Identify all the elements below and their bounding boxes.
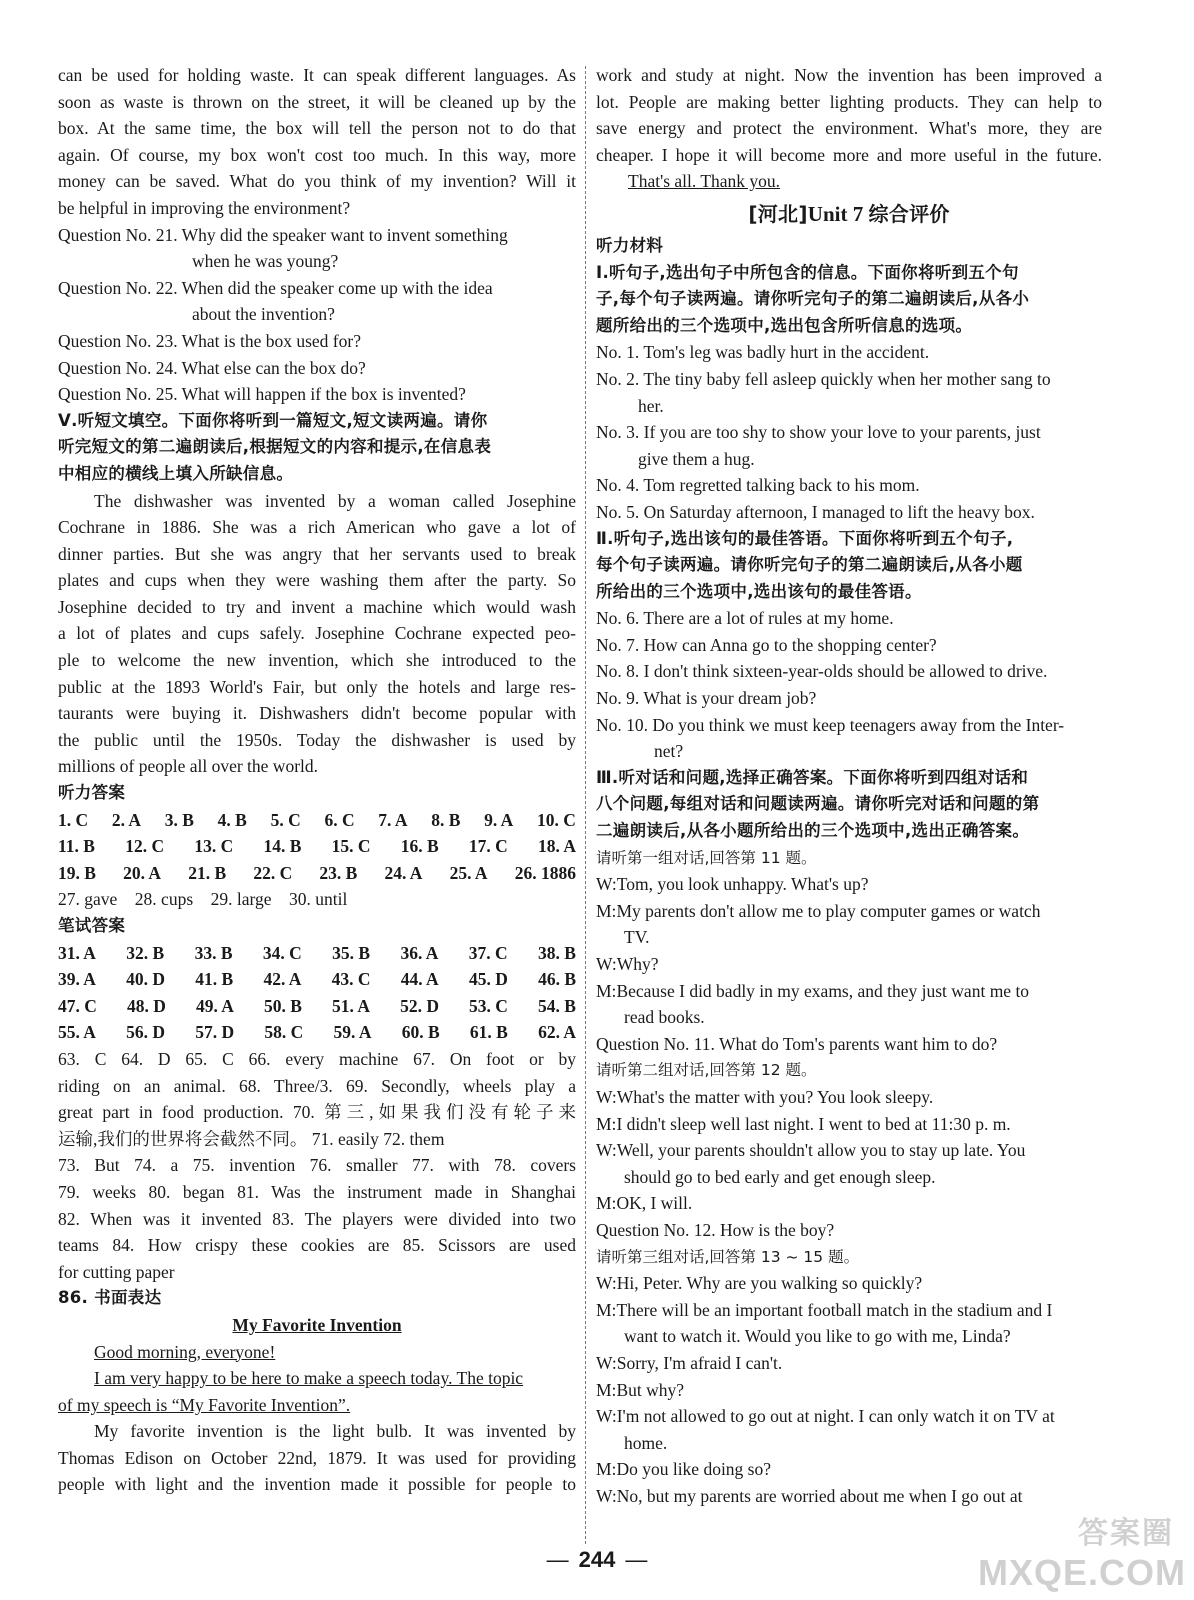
group-1-title: 请听第一组对话,回答第 11 题。 <box>596 848 817 867</box>
sentence-5 <box>596 499 1102 526</box>
question-21 <box>58 222 576 249</box>
text-line: be helpful in improving the environment? <box>58 197 351 218</box>
sentence-10-cont: net? <box>654 741 684 762</box>
unit-title <box>596 197 1102 231</box>
section-2-instruction: Ⅱ.听句子,选出该句的最佳答语。下面你将听到五个句子, <box>596 528 1014 548</box>
passage-line: dinner parties. But she was angry that her servants used to break <box>58 543 576 564</box>
dialogue-text: My parents don't allow me to play computer games or watch <box>616 900 1041 921</box>
dialogue-text: Why? <box>616 954 659 974</box>
question-label: Question No. 23. <box>58 330 178 351</box>
text-line: money can be saved. What do you think of my invention? Will it <box>58 171 576 192</box>
answer: 60. B <box>401 1022 440 1043</box>
question-text: What will happen if the box is invented? <box>181 384 466 405</box>
answer: 11. B <box>58 836 95 857</box>
answer-row <box>58 860 576 887</box>
sentence-label: No. 1. <box>596 342 640 363</box>
answer: 41. B <box>195 969 234 990</box>
written-answers-title: 笔试答案 <box>58 916 126 935</box>
dialogue-text: Tom, you look unhappy. What's up? <box>616 874 869 895</box>
right-column <box>596 62 1102 1509</box>
answer-row <box>58 940 576 967</box>
sentence-label: No. 8. <box>596 661 640 682</box>
sentence-text: How can Anna go to the shopping center? <box>643 634 937 655</box>
sentence-9 <box>596 685 1102 712</box>
dialogue-line <box>596 951 1102 978</box>
speaker: M: <box>596 980 617 1001</box>
answer: 27. gave <box>58 889 118 910</box>
sentence-text: Do you think we must keep teenagers away from the Inter- <box>652 714 1065 735</box>
unit-label: Unit 7 <box>807 201 864 226</box>
dialogue-line <box>596 1403 1102 1430</box>
answer: 18. A <box>538 836 576 857</box>
dialogue-line <box>596 1137 1102 1164</box>
page-number-dash: — <box>546 1547 569 1572</box>
sentence-label: No. 3. <box>596 422 640 443</box>
dialogue-text: No, but my parents are worried about me when I go out at <box>616 1485 1023 1506</box>
dialogue-cont: home. <box>624 1432 668 1453</box>
answer-line: great part in food production. 70. 第三,如果我们没有轮子来 <box>58 1102 576 1123</box>
answer: 1. C <box>58 809 89 830</box>
text-line: soon as waste is thrown on the street, it will be cleaned up by the <box>58 91 576 112</box>
region-tag: [河北] <box>748 201 808 226</box>
question-22-cont: about the invention? <box>192 304 335 325</box>
answer: 10. C <box>537 809 576 830</box>
answer: 13. C <box>194 836 234 857</box>
essay-line: lot. People are making better lighting products. They can help to <box>596 91 1102 112</box>
listening-answers-title: 听力答案 <box>58 783 126 803</box>
sentence-8 <box>596 658 1102 685</box>
answer: 47. C <box>58 995 97 1016</box>
answer: 3. B <box>164 809 194 830</box>
answer-line: 运输,我们的世界将会截然不同。 71. easily 72. them <box>58 1128 445 1149</box>
answer: 17. C <box>468 836 508 857</box>
dialogue-text: OK, I will. <box>616 1193 693 1214</box>
passage-line: Cochrane in 1886. She was a rich American who gave a lot of <box>58 517 576 538</box>
answer: 30. until <box>289 889 348 910</box>
answer: 38. B <box>537 942 576 963</box>
answer: 51. A <box>332 995 370 1016</box>
text-line: can be used for holding waste. It can speak different languages. As <box>58 65 576 85</box>
sentence-7 <box>596 632 1102 659</box>
question-text: What else can the box do? <box>181 357 366 378</box>
text-line: box. At the same time, the box will tell the person not to do that <box>58 118 576 139</box>
question-label: Question No. 12. <box>596 1219 716 1240</box>
essay-line: Thomas Edison on October 22nd, 1879. It was used for providing <box>58 1447 576 1468</box>
answer: 46. B <box>538 969 576 990</box>
answer: 19. B <box>58 862 96 883</box>
left-column <box>58 62 576 1498</box>
answer: 29. large <box>210 889 272 910</box>
sentence-1 <box>596 339 1102 366</box>
sentence-label: No. 5. <box>596 501 640 522</box>
answer: 15. C <box>331 836 371 857</box>
speaker: W: <box>596 874 617 895</box>
question-24 <box>58 355 576 382</box>
dialogue-cont: want to watch it. Would you like to go with me, Linda? <box>624 1326 1011 1347</box>
sentence-2-cont: her. <box>638 395 664 416</box>
sentence-3 <box>596 419 1102 446</box>
sentence-3-cont: give them a hug. <box>638 448 755 469</box>
answer: 45. D <box>468 969 508 990</box>
answer: 31. A <box>58 942 96 963</box>
sentence-text: The tiny baby fell asleep quickly when her mother sang to <box>643 368 1051 389</box>
answer: 42. A <box>263 969 302 990</box>
question-label: Question No. 11. <box>596 1033 715 1054</box>
answer: 25. A <box>449 862 488 883</box>
essay-line: of my speech is “My Favorite Invention”. <box>58 1394 351 1415</box>
section-1-instruction: 子,每个句子读两遍。请你听完句子的第二遍朗读后,从各小 <box>596 289 1030 309</box>
dialogue-cont: should go to bed early and get enough sleep. <box>624 1166 936 1187</box>
section-3-instruction: 八个问题,每组对话和问题读两遍。请你听完对话和问题的第 <box>596 794 1040 814</box>
sentence-label: No. 4. <box>596 475 640 496</box>
question-21-cont: when he was young? <box>192 251 339 272</box>
question-12 <box>596 1217 1102 1244</box>
passage-line: plates and cups when they were washing them after the party. So <box>58 570 576 591</box>
dialogue-line <box>596 1084 1102 1111</box>
answer: 14. B <box>263 836 302 857</box>
dialogue-line <box>596 978 1102 1005</box>
speaker: M: <box>596 1193 617 1214</box>
answer-line: teams 84. How crispy these cookies are 85. Scissors are used <box>58 1235 576 1256</box>
essay-greeting: Good morning, everyone! <box>94 1341 276 1362</box>
sentence-text: I don't think sixteen-year-olds should be allowed to drive. <box>643 661 1048 682</box>
passage-line: a lot of plates and cups safely. Josephine Cochrane expected peo- <box>58 623 576 644</box>
answer: 34. C <box>262 942 302 963</box>
sentence-text: If you are too shy to show your love to your parents, just <box>643 422 1041 443</box>
answer: 26. 1886 <box>514 862 576 883</box>
answer: 8. B <box>431 809 461 830</box>
passage-line: millions of people all over the world. <box>58 756 319 777</box>
page-number-value: 244 <box>578 1547 616 1572</box>
answer: 49. A <box>195 995 234 1016</box>
question-label: Question No. 21. <box>58 224 178 245</box>
question-23 <box>58 328 576 355</box>
group-2-title: 请听第二组对话,回答第 12 题。 <box>596 1061 817 1080</box>
speaker: W: <box>596 1273 617 1294</box>
dialogue-text: I didn't sleep well last night. I went to bed at 11:30 p. m. <box>616 1113 1011 1134</box>
sentence-label: No. 9. <box>596 688 640 709</box>
essay-end: That's all. Thank you. <box>628 171 781 192</box>
speaker: W: <box>596 1086 617 1107</box>
speaker: W: <box>596 1406 617 1427</box>
dialogue-line <box>596 1377 1102 1404</box>
answer: 12. C <box>125 836 165 857</box>
dialogue-line <box>596 1190 1102 1217</box>
answer: 43. C <box>331 969 371 990</box>
watermark: MXQE.COM <box>977 1552 1186 1593</box>
answer: 39. A <box>58 969 96 990</box>
answer: 7. A <box>378 809 408 830</box>
answer-row <box>58 1019 576 1046</box>
answer-row <box>58 833 576 860</box>
answer: 57. D <box>195 1022 235 1043</box>
dialogue-cont: TV. <box>624 927 650 948</box>
page-number-dash: — <box>625 1547 648 1572</box>
answer: 2. A <box>111 809 142 830</box>
answer: 4. B <box>217 809 247 830</box>
writing-title: 86. 书面表达 <box>58 1288 162 1308</box>
answer-line: 63. C 64. D 65. C 66. every machine 67. On foot or by <box>58 1048 576 1069</box>
section-1-instruction: 题所给出的三个选项中,选出包含所听信息的选项。 <box>596 315 973 335</box>
sentence-text: There are a lot of rules at my home. <box>643 608 894 629</box>
section-3-instruction: 二遍朗读后,从各小题所给出的三个选项中,选出正确答案。 <box>596 821 1030 841</box>
essay-line: cheaper. I hope it will become more and more useful in the future. <box>596 144 1102 165</box>
sentence-text: What is your dream job? <box>643 688 817 709</box>
answer: 61. B <box>469 1022 508 1043</box>
question-22 <box>58 275 576 302</box>
dialogue-line <box>596 1456 1102 1483</box>
answer: 37. C <box>468 942 508 963</box>
speaker: M: <box>596 1459 617 1480</box>
dialogue-text: Because I did badly in my exams, and they just want me to <box>616 980 1030 1001</box>
answer-line: riding on an animal. 68. Three/3. 69. Secondly, wheels play a <box>58 1075 576 1096</box>
essay-line: save energy and protect the environment. What's more, they are <box>596 118 1102 139</box>
essay-line: work and study at night. Now the invention has been improved a <box>596 65 1102 85</box>
dialogue-text: There will be an important football match in the stadium and I <box>616 1299 1053 1320</box>
sentence-label: No. 10. <box>596 714 649 735</box>
answer: 28. cups <box>134 889 194 910</box>
essay-line: people with light and the invention made it possible for people to <box>58 1474 576 1495</box>
question-11 <box>596 1031 1102 1058</box>
dialogue-text: But why? <box>616 1379 685 1400</box>
answer: 52. D <box>400 995 439 1016</box>
dialogue-line <box>596 1297 1102 1324</box>
question-label: Question No. 25. <box>58 384 178 405</box>
answer: 59. A <box>333 1022 372 1043</box>
speaker: W: <box>596 954 617 974</box>
question-text: What do Tom's parents want him to do? <box>719 1033 998 1054</box>
speaker: M: <box>596 1113 617 1134</box>
question-25 <box>58 381 576 408</box>
material-title: 听力材料 <box>596 235 664 255</box>
question-label: Question No. 24. <box>58 357 178 378</box>
dialogue-text: I'm not allowed to go out at night. I can only watch it on TV at <box>616 1406 1055 1427</box>
dialogue-cont: read books. <box>624 1007 705 1028</box>
sentence-label: No. 7. <box>596 634 640 655</box>
section-3-instruction: Ⅲ.听对话和问题,选择正确答案。下面你将听到四组对话和 <box>596 767 1029 787</box>
question-text: How is the boy? <box>719 1219 835 1240</box>
answer: 9. A <box>484 809 514 830</box>
question-text: Why did the speaker want to invent something <box>181 224 508 245</box>
text-line: again. Of course, my box won't cost too much. In this way, more <box>58 144 576 165</box>
dialogue-line <box>596 1111 1102 1138</box>
dialogue-text: What's the matter with you? You look sleepy. <box>616 1086 934 1107</box>
answer: 33. B <box>194 942 233 963</box>
watermark-logo: 答案圈 <box>1078 1516 1174 1551</box>
sentence-text: Tom regretted talking back to his mom. <box>643 475 920 496</box>
answer: 22. C <box>253 862 293 883</box>
answer: 23. B <box>319 862 358 883</box>
dialogue-line <box>596 871 1102 898</box>
section-5-instruction: Ⅴ.听短文填空。下面你将听到一篇短文,短文读两遍。请你 <box>58 410 488 430</box>
answer: 32. B <box>126 942 165 963</box>
answer: 48. D <box>126 995 166 1016</box>
answer-line: 79. weeks 80. began 81. Was the instrument made in Shanghai <box>58 1181 576 1202</box>
essay-line: My favorite invention is the light bulb. It was invented by <box>94 1421 576 1442</box>
section-2-instruction: 每个句子读两遍。请你听完句子的第二遍朗读后,从各小题 <box>596 555 1023 575</box>
answer-line: for cutting paper <box>58 1261 175 1282</box>
essay-line: I am very happy to be here to make a speech today. The topic <box>94 1368 524 1389</box>
sentence-text: Tom's leg was badly hurt in the accident. <box>643 342 930 363</box>
section-2-instruction: 所给出的三个选项中,选出该句的最佳答语。 <box>596 581 922 601</box>
group-3-title: 请听第三组对话,回答第 13 ~ 15 题。 <box>596 1247 860 1266</box>
dialogue-line <box>596 1270 1102 1297</box>
answer: 6. C <box>324 809 355 830</box>
passage-line: ple to welcome the new invention, which she introduced to the <box>58 650 576 671</box>
passage-line: Josephine decided to try and invent a machine which would wash <box>58 596 576 617</box>
answer: 54. B <box>538 995 576 1016</box>
dialogue-text: Hi, Peter. Why are you walking so quickly? <box>616 1273 923 1294</box>
column-divider <box>585 66 586 1544</box>
passage-line: public at the 1893 World's Fair, but only the hotels and large res- <box>58 676 576 697</box>
answer: 24. A <box>384 862 423 883</box>
answer: 5. C <box>270 809 301 830</box>
answer: 58. C <box>264 1022 304 1043</box>
answer: 44. A <box>400 969 439 990</box>
dialogue-text: Sorry, I'm afraid I can't. <box>616 1352 783 1373</box>
passage-line: taurants were buying it. Dishwashers didn't become popular with <box>58 703 576 724</box>
speaker: M: <box>596 1379 617 1400</box>
speaker: W: <box>596 1485 617 1506</box>
sentence-label: No. 6. <box>596 608 640 629</box>
answer: 56. D <box>126 1022 166 1043</box>
sentence-2 <box>596 366 1102 393</box>
sentence-10 <box>596 712 1102 739</box>
dialogue-text: Well, your parents shouldn't allow you to stay up late. You <box>616 1140 1026 1161</box>
speaker: M: <box>596 900 617 921</box>
answer-row <box>58 807 576 834</box>
question-text: What is the box used for? <box>181 330 361 351</box>
answer: 55. A <box>58 1022 96 1043</box>
unit-subtitle: 综合评价 <box>868 201 950 226</box>
answer: 20. A <box>123 862 162 883</box>
answer-line: 73. But 74. a 75. invention 76. smaller 77. with 78. covers <box>58 1155 576 1176</box>
dialogue-line <box>596 1350 1102 1377</box>
section-5-instruction: 听完短文的第二遍朗读后,根据短文的内容和提示,在信息表 <box>58 437 492 457</box>
question-label: Question No. 22. <box>58 277 178 298</box>
dialogue-line <box>596 1483 1102 1510</box>
answer-row <box>58 886 576 913</box>
passage-line: The dishwasher was invented by a woman called Josephine <box>94 490 576 511</box>
speaker: W: <box>596 1140 617 1161</box>
section-1-instruction: Ⅰ.听句子,选出句子中所包含的信息。下面你将听到五个句 <box>596 262 1019 282</box>
sentence-4 <box>596 472 1102 499</box>
speaker: M: <box>596 1299 617 1320</box>
dialogue-text: Do you like doing so? <box>616 1459 772 1480</box>
answer: 36. A <box>400 942 439 963</box>
section-5-instruction: 中相应的横线上填入所缺信息。 <box>58 463 294 483</box>
answer-row <box>58 966 576 993</box>
sentence-label: No. 2. <box>596 368 640 389</box>
sentence-text: On Saturday afternoon, I managed to lift the heavy box. <box>643 501 1035 522</box>
answer: 40. D <box>126 969 166 990</box>
speaker: W: <box>596 1352 617 1373</box>
passage-line: the public until the 1950s. Today the dishwasher is used by <box>58 729 576 750</box>
answer: 53. C <box>469 995 508 1016</box>
answer: 16. B <box>400 836 439 857</box>
essay-title: My Favorite Invention <box>232 1314 402 1335</box>
answer: 21. B <box>188 862 227 883</box>
answer: 62. A <box>538 1022 576 1043</box>
answer-row <box>58 993 576 1020</box>
answer-line: 82. When was it invented 83. The players were divided into two <box>58 1208 576 1229</box>
answer: 50. B <box>264 995 302 1016</box>
dialogue-line <box>596 898 1102 925</box>
question-text: When did the speaker come up with the idea <box>181 277 493 298</box>
answer: 35. B <box>332 942 371 963</box>
sentence-6 <box>596 605 1102 632</box>
